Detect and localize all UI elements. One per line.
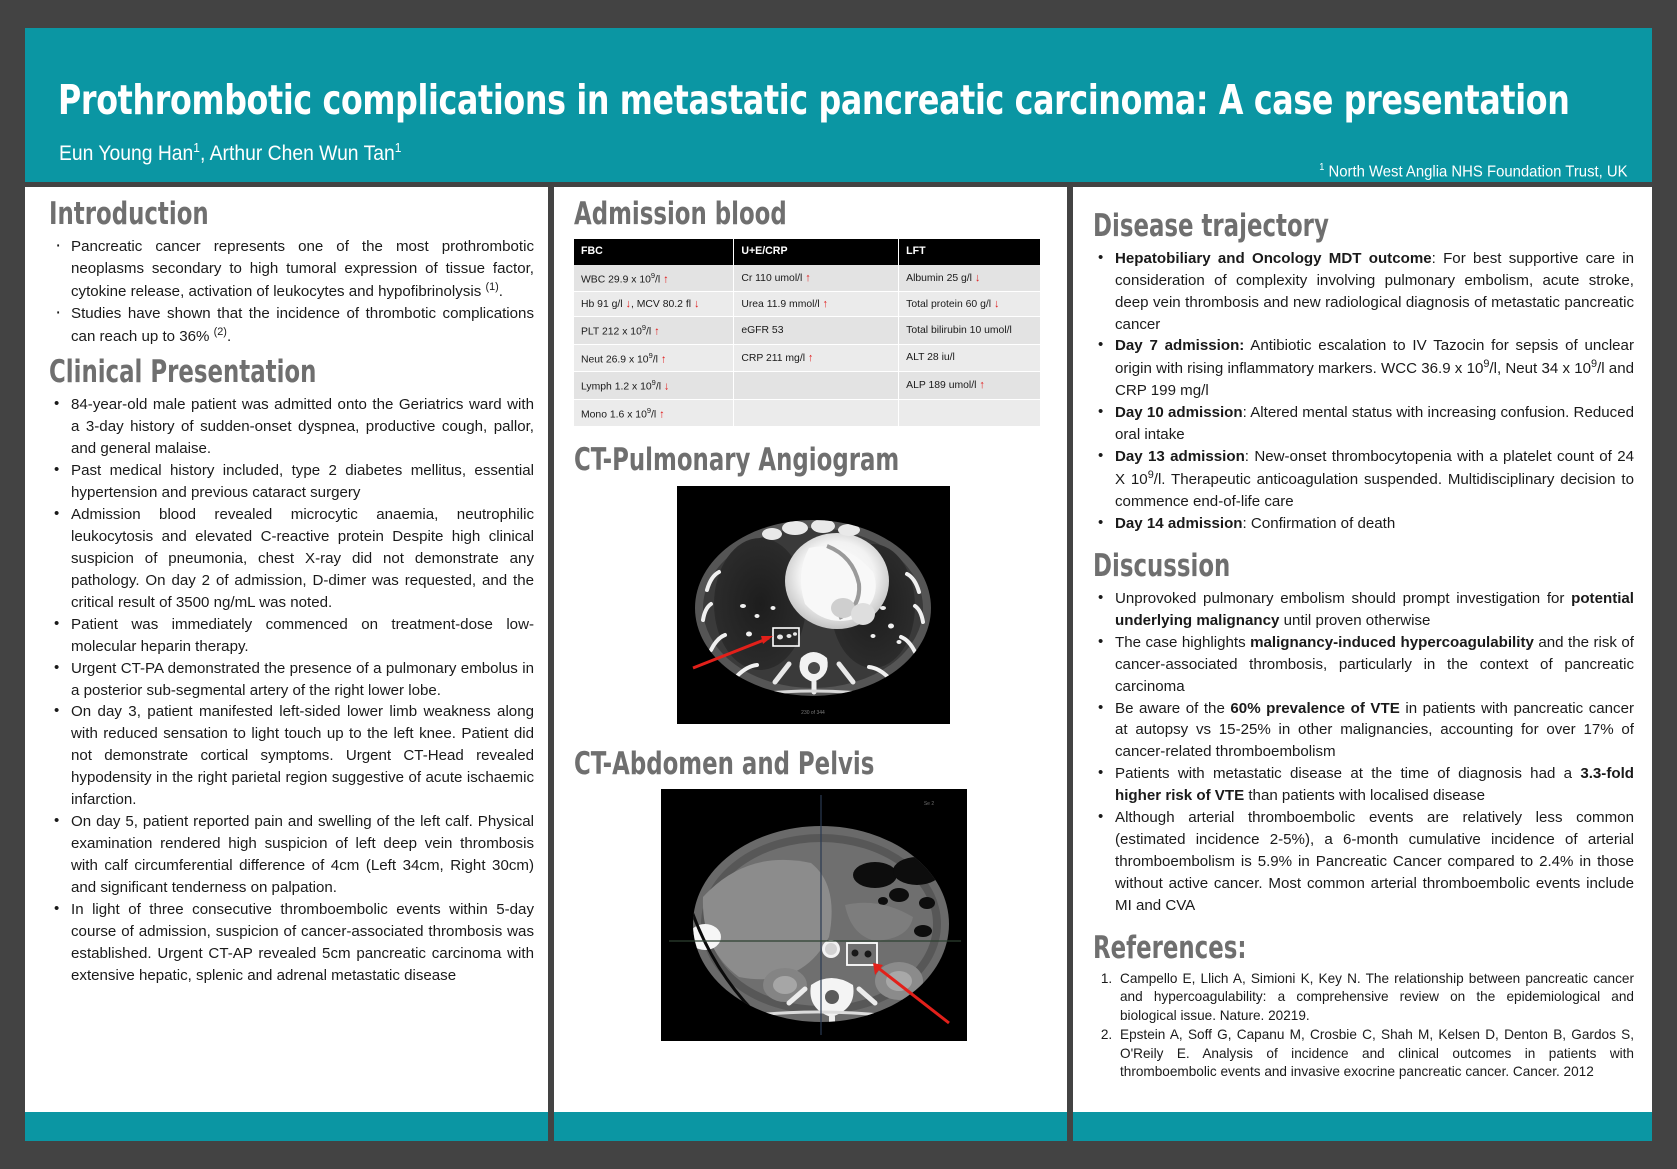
cp-bullet-3: Admission blood revealed microcytic anaemia, neutrophilic leukocytosis and elevated C-reactive protein Despite high clinical suspicion of pneumonia, chest X-ray did not demonstrate any pathology. On day 2 of admission, D-dimer was requested, and the critical result of 3500 ng/mL was noted. <box>71 505 534 611</box>
clinical-presentation-list <box>49 394 534 987</box>
footer-gap-left <box>548 1112 554 1141</box>
cell-lft: Total bilirubin 10 umol/l <box>899 317 1041 344</box>
dt-rest-3: : Altered mental status with increasing confusion. Reduced oral intake <box>1115 404 1634 444</box>
cell-lft <box>899 399 1041 426</box>
disc-post-4: than patients with localised disease <box>1244 787 1485 805</box>
dt-rest-1: : For best supportive care in consideration of complexity involving pulmonary embolism, acute stroke, deep vein thrombosis and new radiological diagnosis of metastatic pancreatic cancer <box>1115 249 1634 333</box>
cell-fbc: Lymph 1.2 x $10^9/l$ ↓ <box>574 372 734 399</box>
clinical-presentation-heading: Clinical Presentation <box>49 354 317 391</box>
list-item <box>1093 588 1634 632</box>
list-item <box>49 303 534 348</box>
column-header-lft: LFT <box>899 239 1041 265</box>
author-list: Eun Young Han$^1$, Arthur Chen Wun Tan$^1$ <box>59 140 402 165</box>
disease-trajectory-list <box>1093 248 1634 535</box>
dt-lead-5: Day 14 admission <box>1115 515 1243 533</box>
cell-ue: CRP 211 mg/l ↑ <box>734 344 899 371</box>
dt-rest-5: : Confirmation of death <box>1242 515 1396 533</box>
admission-blood-heading: Admission blood <box>574 196 787 232</box>
disc-pre-2: The case highlights <box>1115 633 1251 651</box>
table-row <box>574 399 1041 426</box>
cp-bullet-5: Urgent CT-PA demonstrated the presence of a pulmonary embolus in a posterior sub-segmental artery of the right lower lobe. <box>71 659 534 699</box>
cp-bullet-1: 84-year-old male patient was admitted onto the Geriatrics ward with a 3-day history of sudden-onset dyspnea, productive cough, pallor, and general malaise. <box>71 396 534 458</box>
ct-ap-figure <box>574 785 1053 1046</box>
cp-bullet-8: In light of three consecutive thromboembolic events within 5-day course of admission, suspicion of cancer-associated thrombosis was established. Urgent CT-AP revealed 5cm pancreatic carcinoma with extensive hepatic, splenic and adrenal metastatic disease <box>71 901 534 984</box>
introduction-heading: Introduction <box>49 196 209 232</box>
cell-lft: ALT 28 iu/l <box>899 344 1041 371</box>
column-middle <box>554 187 1067 1112</box>
list-item <box>1093 402 1634 446</box>
table-row <box>574 292 1041 317</box>
list-item <box>49 460 534 504</box>
disc-post-1: until proven otherwise <box>1279 611 1431 629</box>
affiliation: $^1$ North West Anglia NHS Foundation Trust, UK <box>1319 162 1628 181</box>
column-right <box>1073 187 1652 1112</box>
cp-bullet-7: On day 5, patient reported pain and swelling of the left calf. Physical examination rendered high suspicion of left deep vein thrombosis with calf circumferential difference of 4cm (Left 34cm, Right 30cm) and significant tenderness on palpation. <box>71 813 534 897</box>
poster-header <box>25 28 1652 182</box>
list-item <box>49 504 534 614</box>
list-item <box>1093 513 1634 535</box>
dt-rest-2: Antibiotic escalation to IV Tazocin for sepsis of unclear origin with rising inflammatory markers. WCC 36.9 x $10^9/l$, Neut 34 x $10^9/l$ and CRP 199 mg/l <box>1115 337 1634 400</box>
list-item <box>1093 698 1634 764</box>
cell-fbc: Hb 91 g/l ↓, MCV 80.2 fl ↓ <box>574 292 734 317</box>
list-item <box>49 658 534 702</box>
list-item <box>49 811 534 899</box>
disc-bold-3: 60% prevalence of VTE <box>1230 699 1400 717</box>
poster-body <box>25 187 1652 1112</box>
list-item <box>1093 248 1634 336</box>
list-item <box>1093 632 1634 698</box>
introduction-list <box>49 236 534 348</box>
table-body <box>574 265 1041 427</box>
cell-lft: Total protein 60 g/l ↓ <box>899 292 1041 317</box>
arrow-up-icon: ↑ <box>807 351 814 364</box>
cell-ue <box>734 372 899 399</box>
cp-bullet-4: Patient was immediately commenced on treatment-dose low-molecular heparin therapy. <box>71 615 534 655</box>
cell-ue: eGFR 53 <box>734 317 899 344</box>
dt-rest-4: : New-onset thrombocytopenia with a platelet count of 24 X $10^9/l$. Therapeutic anticoagulation suspended. Multidisciplinary decision to commence end-of-life care <box>1115 448 1634 511</box>
cell-fbc: Mono 1.6 x $10^9/l$ ↑ <box>574 399 734 426</box>
dt-lead-4: Day 13 admission <box>1115 448 1245 466</box>
cell-fbc: PLT 212 x $10^9/l$ ↑ <box>574 317 734 344</box>
disc-pre-1: Unprovoked pulmonary embolism should prompt investigation for <box>1115 589 1572 607</box>
table-row <box>574 265 1041 292</box>
arrow-down-icon: ↓ <box>625 298 631 311</box>
ct-abdomen-pelvis-image <box>661 789 967 1041</box>
list-item <box>49 899 534 987</box>
ct-pa-heading: CT-Pulmonary Angiogram <box>574 441 900 478</box>
disc-pre-5: Although arterial thromboembolic events are relatively less common (estimated incidence 2-5%), a 6-month cumulative incidence of arterial thromboembolism is 5.9% in Pancreatic Cancer compared to 2.4% in those without active cancer. Most common arterial thromboembolic events include MI and CVA <box>1115 809 1634 915</box>
disc-post-2: and the risk of cancer-associated thrombosis, particularly in the context of pancreatic carcinoma <box>1115 633 1634 695</box>
arrow-down-icon: ↓ <box>974 271 981 284</box>
list-item <box>49 394 534 460</box>
poster-footer-bar <box>25 1112 1652 1141</box>
arrow-down-icon: ↓ <box>993 298 1000 311</box>
dt-lead-3: Day 10 admission <box>1115 404 1243 422</box>
dt-lead-1: Hepatobiliary and Oncology MDT outcome <box>1115 249 1432 267</box>
discussion-heading: Discussion <box>1093 548 1231 585</box>
disc-pre-4: Patients with metastatic disease at the time of diagnosis had a <box>1115 765 1581 783</box>
list-item <box>1093 807 1634 917</box>
admission-blood-table <box>574 239 1041 427</box>
list-item: 2. Epstein A, Soff G, Capanu M, Crosbie C, Shah M, Kelsen D, Denton B, Gardos S, O'Reily E. Analysis of incidence and clinical outcomes in patients with thromboembolic events and invasive exocrine pancreatic cancer. Cancer. 2012 <box>1116 1026 1634 1081</box>
ct-ap-heading: CT-Abdomen and Pelvis <box>574 745 875 782</box>
ct-pa-figure <box>574 482 1053 729</box>
list-item <box>49 701 534 811</box>
cell-lft: ALP 189 umol/l ↑ <box>899 372 1041 399</box>
svg-text:Se 2: Se 2 <box>923 801 934 808</box>
discussion-list <box>1093 588 1634 917</box>
references-list <box>1093 970 1634 1082</box>
column-left <box>25 187 548 1112</box>
references-heading: References: <box>1093 930 1247 967</box>
disease-trajectory-heading: Disease trajectory <box>1093 208 1329 244</box>
arrow-down-icon: ↓ <box>693 298 700 311</box>
cell-fbc: Neut 26.9 x $10^9/l$ ↑ <box>574 344 734 371</box>
disc-bold-2: malignancy-induced hypercoagulability <box>1250 633 1534 651</box>
arrow-up-icon: ↑ <box>822 298 829 311</box>
arrow-up-icon: ↑ <box>663 273 669 286</box>
table-header-row <box>574 239 1041 265</box>
cell-fbc: WBC 29.9 x $10^9/l$ ↑ <box>574 265 734 292</box>
cell-lft: Albumin 25 g/l ↓ <box>899 265 1041 292</box>
table-row <box>574 317 1041 344</box>
column-header-ue-crp: U+E/CRP <box>734 239 899 265</box>
disc-post-3: in patients with pancreatic cancer at autopsy vs 15-25% in other malignancies, accounting for over 17% of cancer-related thromboembolism <box>1115 699 1634 761</box>
column-header-fbc: FBC <box>574 239 734 265</box>
list-item <box>1093 335 1634 402</box>
footer-gap-right <box>1067 1112 1073 1141</box>
cell-ue: Cr 110 umol/l ↑ <box>734 265 899 292</box>
disc-bold-1: potential underlying malignancy <box>1115 589 1634 629</box>
cp-bullet-6: On day 3, patient manifested left-sided lower limb weakness along with reduced sensation to light touch up to the left knee. Patient did not demonstrate cortical symptoms. Urgent CT-Head revealed hypodensity in the right parietal region suggestive of acute ischaemic infarction. <box>71 703 534 809</box>
poster-canvas <box>25 28 1652 1141</box>
list-item <box>1093 446 1634 513</box>
dt-lead-2: Day 7 admission: <box>1115 337 1245 355</box>
arrow-up-icon: ↑ <box>979 379 985 392</box>
disc-pre-3: Be aware of the <box>1115 699 1231 717</box>
arrow-up-icon: ↑ <box>659 407 665 420</box>
page-title: Prothrombotic complications in metastatic pancreatic carcinoma: A case presentation <box>58 76 1570 124</box>
list-item: 1. Campello E, Llich A, Simioni K, Key N. The relationship between pancreatic cancer and hypercoagulability: a comprehensive review on the epidemiological and biological issue. Nature. 20219. <box>1116 970 1634 1025</box>
intro-bullet-2: Studies have shown that the incidence of thrombotic complications can reach up to 36% $^{(2)}$. <box>71 304 534 345</box>
arrow-up-icon: ↑ <box>660 353 667 366</box>
arrow-up-icon: ↑ <box>654 325 660 338</box>
disc-bold-4: 3.3-fold higher risk of VTE <box>1115 765 1634 805</box>
cell-ue <box>734 399 899 426</box>
list-item <box>49 614 534 658</box>
arrow-up-icon: ↑ <box>805 271 811 284</box>
arrow-down-icon: ↓ <box>663 380 670 393</box>
intro-bullet-1: Pancreatic cancer represents one of the most prothrombotic neoplasms secondary to high tumoral expression of tissue factor, cytokine release, activation of leukocytes and hypofibrinolysis $^{(1)}$. <box>71 237 534 300</box>
ct-pulmonary-angiogram-image <box>677 486 950 724</box>
cell-ue: Urea 11.9 mmol/l ↑ <box>734 292 899 317</box>
list-item <box>49 236 534 303</box>
cp-bullet-2: Past medical history included, type 2 diabetes mellitus, essential hypertension and previous cataract surgery <box>71 461 534 501</box>
table-row <box>574 344 1041 371</box>
list-item <box>1093 763 1634 807</box>
svg-text:230 of 344: 230 of 344 <box>801 709 825 716</box>
table-row <box>574 372 1041 399</box>
